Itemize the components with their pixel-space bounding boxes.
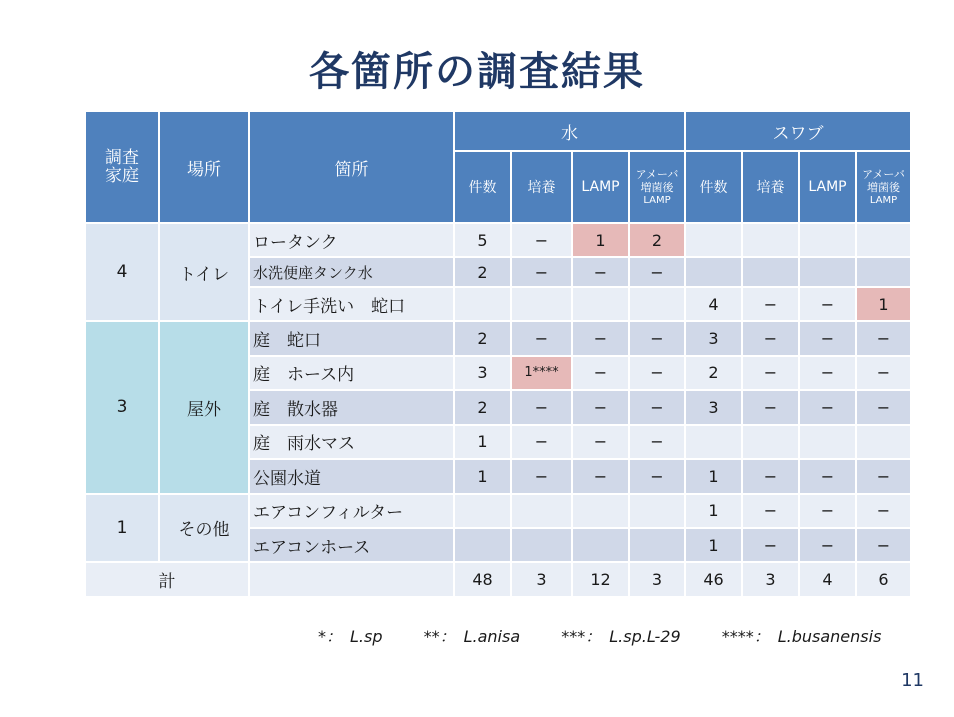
location-label: 公園水道 (249, 459, 454, 493)
table-cell: − (629, 321, 685, 355)
table-cell: − (799, 287, 856, 321)
table-cell: 2 (454, 390, 511, 424)
table-cell: − (572, 425, 629, 459)
table-cell: − (629, 390, 685, 424)
table-cell: 3 (685, 390, 742, 424)
table-cell: − (629, 356, 685, 390)
table-cell (685, 425, 742, 459)
highlighted-cell: 1**** (511, 356, 572, 390)
table-cell (856, 257, 911, 286)
table-cell: − (799, 321, 856, 355)
footnote-4: ****： L.busanensis (721, 627, 882, 646)
table-row (85, 494, 911, 528)
header-place: 場所 (159, 111, 249, 223)
table-cell (511, 494, 572, 528)
slide-title: 各箇所の調査結果 (309, 49, 645, 95)
header-water-lamp: LAMP (572, 151, 629, 223)
location-label: 庭 蛇口 (249, 321, 454, 355)
table-cell: − (629, 425, 685, 459)
location-label: 庭 雨水マス (249, 425, 454, 459)
table-cell (629, 494, 685, 528)
footnote-3: ***： L.sp.L-29 (561, 627, 681, 646)
table-cell: − (629, 257, 685, 286)
table-cell: − (511, 321, 572, 355)
table-cell: − (799, 528, 856, 562)
survey-results-table (84, 110, 912, 598)
table-cell: 1 (685, 528, 742, 562)
header-water: 水 (454, 111, 685, 151)
table-cell: − (742, 528, 799, 562)
footnote-1: *： L.sp (318, 627, 383, 646)
location-label: エアコンフィルター (249, 494, 454, 528)
table-cell: 1 (454, 459, 511, 493)
table-cell: − (742, 356, 799, 390)
header-water-amoeba: アメーバ 増菌後 LAMP (629, 151, 685, 223)
table-cell (856, 425, 911, 459)
total-cell: 48 (454, 562, 511, 597)
total-cell: 3 (629, 562, 685, 597)
table-cell (629, 528, 685, 562)
table-cell: − (856, 528, 911, 562)
table-cell (454, 494, 511, 528)
table-cell: 1 (685, 459, 742, 493)
table-cell (249, 562, 454, 597)
location-label: トイレ手洗い 蛇口 (249, 287, 454, 321)
place-label: トイレ (159, 223, 249, 321)
table-cell: − (572, 390, 629, 424)
header-water-count: 件数 (454, 151, 511, 223)
highlighted-cell: 1 (856, 287, 911, 321)
table-row (85, 223, 911, 257)
table-cell: − (742, 321, 799, 355)
table-cell: − (856, 494, 911, 528)
header-location: 箇所 (249, 111, 454, 223)
footnote-2: **： L.anisa (423, 627, 521, 646)
table-cell: − (742, 494, 799, 528)
table-cell (799, 223, 856, 257)
table-cell: − (572, 257, 629, 286)
table-cell: − (511, 425, 572, 459)
table-cell: − (799, 459, 856, 493)
table-cell: 4 (685, 287, 742, 321)
highlighted-cell: 1 (572, 223, 629, 257)
header-water-culture: 培養 (511, 151, 572, 223)
table-cell (742, 425, 799, 459)
table-cell: − (742, 287, 799, 321)
header-swab: スワブ (685, 111, 911, 151)
total-cell: 12 (572, 562, 629, 597)
table-cell: 2 (454, 257, 511, 286)
place-label: その他 (159, 494, 249, 563)
table-cell (454, 528, 511, 562)
table-cell: 3 (685, 321, 742, 355)
place-label: 屋外 (159, 321, 249, 493)
table-cell (799, 425, 856, 459)
table-cell: − (856, 459, 911, 493)
table-cell: 2 (685, 356, 742, 390)
table-cell: − (799, 390, 856, 424)
total-label: 計 (85, 562, 249, 597)
footnotes (318, 624, 881, 647)
table-cell: − (856, 356, 911, 390)
table-cell (572, 287, 629, 321)
table-cell (856, 223, 911, 257)
household-count: 4 (85, 223, 159, 321)
header-household: 調査家庭 (85, 111, 159, 223)
table-cell: − (742, 459, 799, 493)
total-cell: 6 (856, 562, 911, 597)
household-count: 3 (85, 321, 159, 493)
table-cell: − (511, 390, 572, 424)
table-cell: − (511, 223, 572, 257)
table-cell: − (856, 321, 911, 355)
table-cell: − (799, 494, 856, 528)
location-label: 庭 散水器 (249, 390, 454, 424)
table-cell (454, 287, 511, 321)
table-cell: − (799, 356, 856, 390)
total-cell: 4 (799, 562, 856, 597)
table-cell: 1 (685, 494, 742, 528)
table-cell: 3 (454, 356, 511, 390)
header-swab-count: 件数 (685, 151, 742, 223)
location-label: エアコンホース (249, 528, 454, 562)
location-label: 水洗便座タンク水 (249, 257, 454, 286)
table-cell (742, 223, 799, 257)
table-cell: − (572, 356, 629, 390)
table-cell (572, 528, 629, 562)
header-swab-lamp: LAMP (799, 151, 856, 223)
table-cell: 5 (454, 223, 511, 257)
table-cell (511, 287, 572, 321)
table-cell (685, 257, 742, 286)
table-cell (742, 257, 799, 286)
table-cell (685, 223, 742, 257)
table-cell: 2 (454, 321, 511, 355)
table-cell: − (572, 321, 629, 355)
household-count: 1 (85, 494, 159, 563)
header-swab-amoeba: アメーバ 増菌後 LAMP (856, 151, 911, 223)
highlighted-cell: 2 (629, 223, 685, 257)
location-label: 庭 ホース内 (249, 356, 454, 390)
table-cell: − (572, 459, 629, 493)
page-number: 11 (901, 670, 924, 691)
table-cell: 1 (454, 425, 511, 459)
table-row (85, 321, 911, 355)
table-cell (572, 494, 629, 528)
header-swab-culture: 培養 (742, 151, 799, 223)
total-cell: 3 (511, 562, 572, 597)
location-label: ロータンク (249, 223, 454, 257)
table-cell: − (629, 459, 685, 493)
table-cell (511, 528, 572, 562)
table-cell: − (511, 459, 572, 493)
table-cell (799, 257, 856, 286)
total-cell: 3 (742, 562, 799, 597)
total-cell: 46 (685, 562, 742, 597)
total-row (85, 562, 911, 597)
table-cell (629, 287, 685, 321)
table-cell: − (511, 257, 572, 286)
table-cell: − (742, 390, 799, 424)
table-cell: − (856, 390, 911, 424)
